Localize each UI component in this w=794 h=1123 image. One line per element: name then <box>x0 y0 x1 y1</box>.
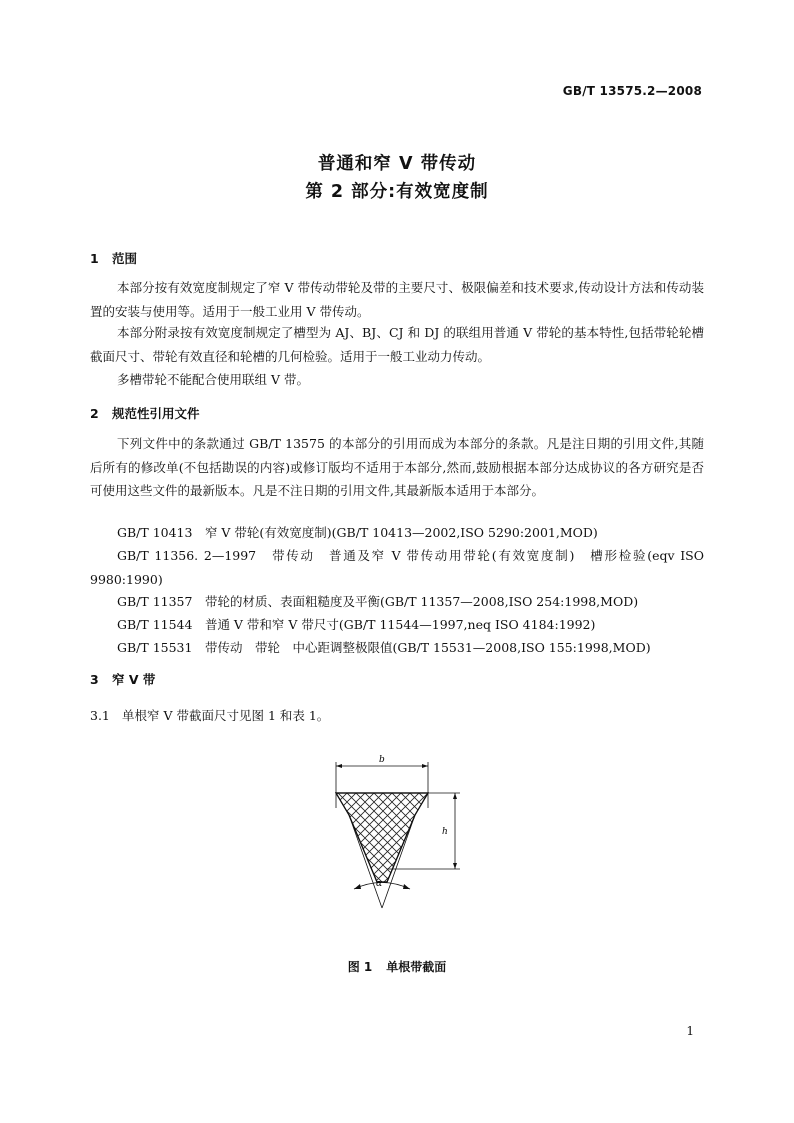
arrowhead <box>453 863 457 869</box>
section-2-heading <box>90 404 200 422</box>
arrowhead <box>336 764 342 768</box>
label-h: h <box>442 827 448 837</box>
paragraph: 多槽带轮不能配合使用联组 V 带。 <box>117 372 309 387</box>
figure-title: 单根带截面 <box>386 960 447 974</box>
v-belt-section-figure <box>320 748 470 918</box>
section-number: 2 <box>90 406 99 421</box>
arrowhead <box>403 884 410 889</box>
section-number: 1 <box>90 251 99 266</box>
section-number: 3 <box>90 672 99 687</box>
figure-number: 图 1 <box>347 960 373 974</box>
subclause-text: 单根窄 V 带截面尺寸见图 1 和表 1。 <box>122 708 330 723</box>
reference-item: GB/T 15531 带传动 带轮 中心距调整极限值(GB/T 15531—2008,ISO 155:1998,MOD) <box>117 640 651 655</box>
subclause-3-1 <box>90 706 329 724</box>
label-b: b <box>379 755 385 765</box>
subclause-number: 3.1 <box>90 708 110 723</box>
reference-item: GB/T 11357 带轮的材质、表面粗糙度及平衡(GB/T 11357—2008,ISO 254:1998,MOD) <box>117 594 639 609</box>
paragraph: 本部分附录按有效宽度制规定了槽型为 AJ、BJ、CJ 和 DJ 的联组用普通 V 带轮的基本特性,包括带轮轮槽截面尺寸、带轮有效直径和轮槽的几何检验。适用于一般工业动力传动。 <box>90 325 704 364</box>
reference-item: GB/T 11356. 2—1997 带传动 普通及窄 V 带传动用带轮(有效宽度制) 槽形检验(eqv ISO 9980:1990) <box>90 548 704 587</box>
figure-caption <box>0 958 794 975</box>
section-title: 规范性引用文件 <box>112 406 200 421</box>
document-title: 普通和窄 V 带传动 <box>317 154 477 174</box>
section-title: 范围 <box>112 251 138 266</box>
arrowhead <box>354 884 361 889</box>
reference-item: GB/T 10413 窄 V 带轮(有效宽度制)(GB/T 10413—2002,ISO 5290:2001,MOD) <box>117 525 598 540</box>
section-1-heading <box>90 249 137 267</box>
label-alpha: α <box>376 879 383 889</box>
paragraph: 下列文件中的条款通过 GB/T 13575 的本部分的引用而成为本部分的条款。凡是注日期的引用文件,其随后所有的修改单(不包括勘误的内容)或修订版均不适用于本部分,然而,鼓励根据本部分达成协议的各方研究是否可使用这些文件的最新版本。凡是不注日期的引用文件,其最新版本适用于本部分。 <box>90 436 704 498</box>
section-title: 窄 V 带 <box>112 672 156 687</box>
section-3-heading <box>90 670 155 688</box>
arrowhead <box>422 764 428 768</box>
paragraph: 本部分按有效宽度制规定了窄 V 带传动带轮及带的主要尺寸、极限偏差和技术要求,传动设计方法和传动装置的安装与使用等。适用于一般工业用 V 带传动。 <box>90 280 704 319</box>
arrowhead <box>453 793 457 799</box>
page-number: 1 <box>686 1024 694 1038</box>
reference-item: GB/T 11544 普通 V 带和窄 V 带尺寸(GB/T 11544—1997,neq ISO 4184:1992) <box>117 617 596 632</box>
standard-number: GB/T 13575.2—2008 <box>562 84 702 98</box>
document-subtitle: 第 2 部分:有效宽度制 <box>305 182 489 202</box>
